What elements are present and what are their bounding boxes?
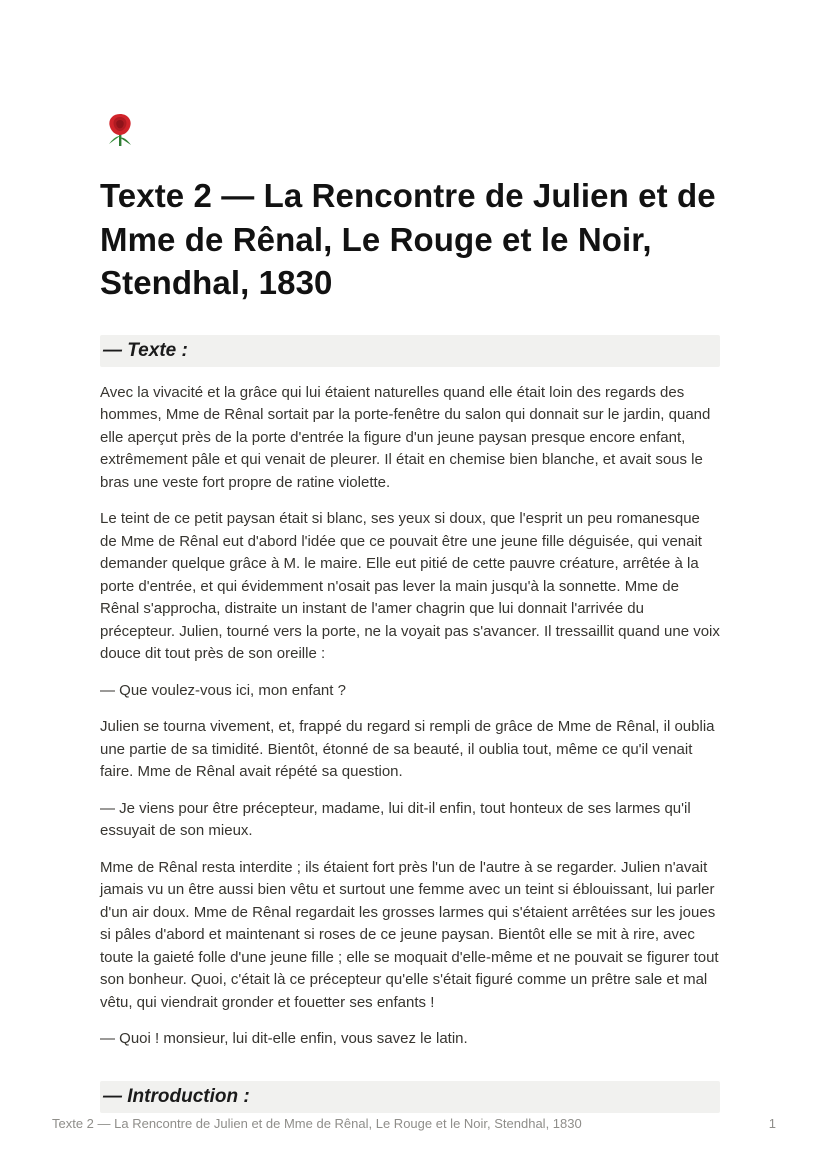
page-title: Texte 2 — La Rencontre de Julien et de Mme de Rênal, Le Rouge et le Noir, Stendhal, 1830 <box>100 177 716 302</box>
body-paragraph: — Que voulez-vous ici, mon enfant ? <box>100 681 346 699</box>
body-paragraph: Avec la vivacité et la grâce qui lui étaient naturelles quand elle était loin des regards des hommes, Mme de Rênal sortait par la porte-fenêtre du salon qui donnait sur le jardin, quand elle aperçut près de la porte d'entrée la figure d'un jeune paysan presque encore enfant, extrêmement pâle et qui venait de pleurer. Il était en chemise bien blanche, et avait sous le bras une veste fort propre de ratine violette. <box>100 383 711 491</box>
section-heading-introduction: — Introduction : <box>100 1081 720 1113</box>
footer-title: Texte 2 — La Rencontre de Julien et de Mme de Rênal, Le Rouge et le Noir, Stendhal, 1830 <box>52 1116 582 1131</box>
rose-icon <box>100 112 140 152</box>
body-paragraph: Julien se tourna vivement, et, frappé du regard si rempli de grâce de Mme de Rênal, il oublia une partie de sa timidité. Bientôt, étonné de sa beauté, il oublia tout, même ce qu'il venait faire. Mme de Rênal avait répété sa question. <box>100 718 715 781</box>
body-paragraph: — Je viens pour être précepteur, madame, lui dit-il enfin, tout honteux de ses larmes qu'il essuyait de son mieux. <box>100 799 691 840</box>
body-paragraph: Mme de Rênal resta interdite ; ils étaient fort près l'un de l'autre à se regarder. Julien n'avait jamais vu un être aussi bien vêtu et surtout une femme avec un teint si éblouissant, lui parler d'un air doux. Mme de Rênal regardait les grosses larmes qui s'étaient arrêtées sur les joues si pâles d'abord et maintenant si roses de ce jeune paysan. Bientôt elle se mit à rire, avec toute la gaieté folle d'une jeune fille ; elle se moquait d'elle-même et ne pouvait se figurer tout son bonheur. Quoi, c'était là ce précepteur qu'elle s'était figuré comme un prêtre sale et mal vêtu, qui viendrait gronder et fouetter ses enfants ! <box>100 858 719 1011</box>
page-footer <box>52 1116 776 1131</box>
body-paragraph: — Quoi ! monsieur, lui dit-elle enfin, vous savez le latin. <box>100 1030 468 1048</box>
footer-page-number: 1 <box>768 1116 776 1131</box>
body-paragraph: Le teint de ce petit paysan était si blanc, ses yeux si doux, que l'esprit un peu romanesque de Mme de Rênal eut d'abord l'idée que ce pouvait être une jeune fille déguisée, qui venait demander quelque grâce à M. le maire. Elle eut pitié de cette pauvre créature, arrêtée à la porte d'entrée, et qui évidemment n'osait pas lever la main jusqu'à la sonnette. Mme de Rênal s'approcha, distraite un instant de l'amer chagrin que lui donnait l'arrivée du précepteur. Julien, tourné vers la porte, ne la voyait pas s'avancer. Il tressaillit quand une voix douce dit tout près de son oreille : <box>100 510 720 663</box>
section-heading-texte: — Texte : <box>100 335 720 367</box>
